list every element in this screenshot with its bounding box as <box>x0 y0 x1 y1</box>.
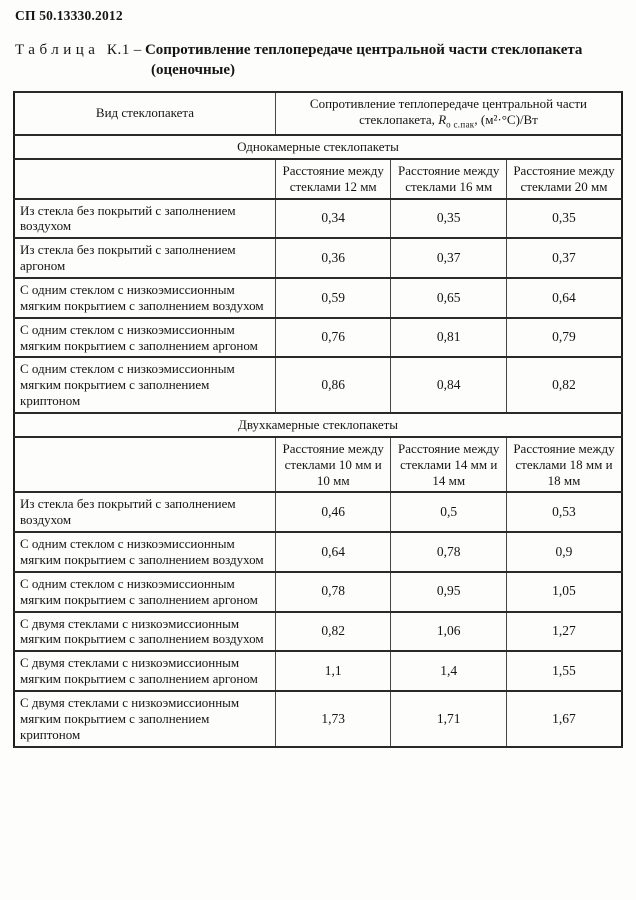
subheader-empty-cell <box>14 159 275 199</box>
document-code: СП 50.13330.2012 <box>15 8 123 23</box>
row-label: Из стекла без покрытий с заполнением аргоном <box>14 238 275 278</box>
table-row <box>14 532 622 572</box>
table-caption-word: Таблица <box>15 42 100 58</box>
formula-units: , (м²·°С)/Вт <box>474 112 538 128</box>
subheader-gap-20mm: Расстояние между стеклами 20 мм <box>506 159 622 199</box>
section-title-double-chamber: Двухкамерные стеклопакеты <box>14 413 622 437</box>
subheader-gap-12mm: Расстояние между стеклами 12 мм <box>275 159 391 199</box>
value-cell: 0,64 <box>275 532 391 572</box>
table-caption-number: К.1 <box>106 42 130 58</box>
value-cell: 1,1 <box>275 651 391 691</box>
value-cell: 0,37 <box>391 238 507 278</box>
value-cell: 0,36 <box>275 238 391 278</box>
value-cell: 0,35 <box>506 199 622 239</box>
header-resistance-formula <box>281 112 616 131</box>
header-col-type: Вид стеклопакета <box>14 92 275 135</box>
value-cell: 0,5 <box>391 492 507 532</box>
subheader-gap-18-18mm: Расстояние между стеклами 18 мм и 18 мм <box>506 437 622 493</box>
row-label: С одним стеклом с низкоэмиссионным мягким покрытием с заполнением аргоном <box>14 318 275 358</box>
header-col-resistance <box>275 92 622 135</box>
row-label: С одним стеклом с низкоэмиссионным мягким покрытием с заполнением аргоном <box>14 572 275 612</box>
value-cell: 0,65 <box>391 278 507 318</box>
table-row <box>14 492 622 532</box>
table-caption <box>15 40 623 81</box>
section-title-single-chamber: Однокамерные стеклопакеты <box>14 135 622 159</box>
value-cell: 1,73 <box>275 691 391 747</box>
value-cell: 0,78 <box>391 532 507 572</box>
table-row <box>14 357 622 413</box>
row-label: Из стекла без покрытий с заполнением воздухом <box>14 492 275 532</box>
table-row <box>14 278 622 318</box>
row-label: С одним стеклом с низкоэмиссионным мягким покрытием с заполнением воздухом <box>14 278 275 318</box>
value-cell: 1,27 <box>506 612 622 652</box>
row-label: С двумя стеклами с низкоэмиссионным мягким покрытием с заполнением воздухом <box>14 612 275 652</box>
value-cell: 0,76 <box>275 318 391 358</box>
value-cell: 1,55 <box>506 651 622 691</box>
row-label: С одним стеклом с низкоэмиссионным мягким покрытием с заполнением воздухом <box>14 532 275 572</box>
value-cell: 0,81 <box>391 318 507 358</box>
table-row <box>14 612 622 652</box>
r-symbol: R <box>438 112 447 128</box>
row-label: С одним стеклом с низкоэмиссионным мягким покрытием с заполнением криптоном <box>14 357 275 413</box>
subheader-row <box>14 437 622 493</box>
value-cell: 0,35 <box>391 199 507 239</box>
value-cell: 0,82 <box>275 612 391 652</box>
section-row <box>14 135 622 159</box>
row-label: С двумя стеклами с низкоэмиссионным мягким покрытием с заполнением криптоном <box>14 691 275 747</box>
table-caption-dash: – <box>133 42 142 58</box>
table-row <box>14 318 622 358</box>
value-cell: 1,67 <box>506 691 622 747</box>
value-cell: 0,59 <box>275 278 391 318</box>
subheader-gap-10-10mm: Расстояние между стеклами 10 мм и 10 мм <box>275 437 391 493</box>
value-cell: 0,78 <box>275 572 391 612</box>
value-cell: 0,82 <box>506 357 622 413</box>
section-row <box>14 413 622 437</box>
table-caption-title: Сопротивление теплопередаче центральной части стеклопакета (оценочные) <box>144 42 583 79</box>
value-cell: 0,95 <box>391 572 507 612</box>
table-row <box>14 691 622 747</box>
value-cell: 0,46 <box>275 492 391 532</box>
subheader-empty-cell <box>14 437 275 493</box>
table-row <box>14 199 622 239</box>
value-cell: 1,05 <box>506 572 622 612</box>
table-row <box>14 238 622 278</box>
value-cell: 0,86 <box>275 357 391 413</box>
value-cell: 1,06 <box>391 612 507 652</box>
subheader-gap-14-14mm: Расстояние между стеклами 14 мм и 14 мм <box>391 437 507 493</box>
formula-prefix: стеклопакета, <box>359 112 439 128</box>
value-cell: 0,79 <box>506 318 622 358</box>
value-cell: 0,34 <box>275 199 391 239</box>
value-cell: 0,84 <box>391 357 507 413</box>
value-cell: 1,4 <box>391 651 507 691</box>
r-symbol-subscript: о с.пак <box>446 119 475 130</box>
table-row <box>14 651 622 691</box>
header-resistance-line1: Сопротивление теплопередаче центральной части <box>309 95 588 111</box>
table-row <box>14 572 622 612</box>
value-cell: 0,53 <box>506 492 622 532</box>
value-cell: 0,64 <box>506 278 622 318</box>
subheader-row <box>14 159 622 199</box>
glazing-table <box>13 91 623 748</box>
subheader-gap-16mm: Расстояние между стеклами 16 мм <box>391 159 507 199</box>
value-cell: 0,37 <box>506 238 622 278</box>
value-cell: 1,71 <box>391 691 507 747</box>
row-label: Из стекла без покрытий с заполнением воздухом <box>14 199 275 239</box>
value-cell: 0,9 <box>506 532 622 572</box>
table-header-row <box>14 92 622 135</box>
row-label: С двумя стеклами с низкоэмиссионным мягким покрытием с заполнением аргоном <box>14 651 275 691</box>
